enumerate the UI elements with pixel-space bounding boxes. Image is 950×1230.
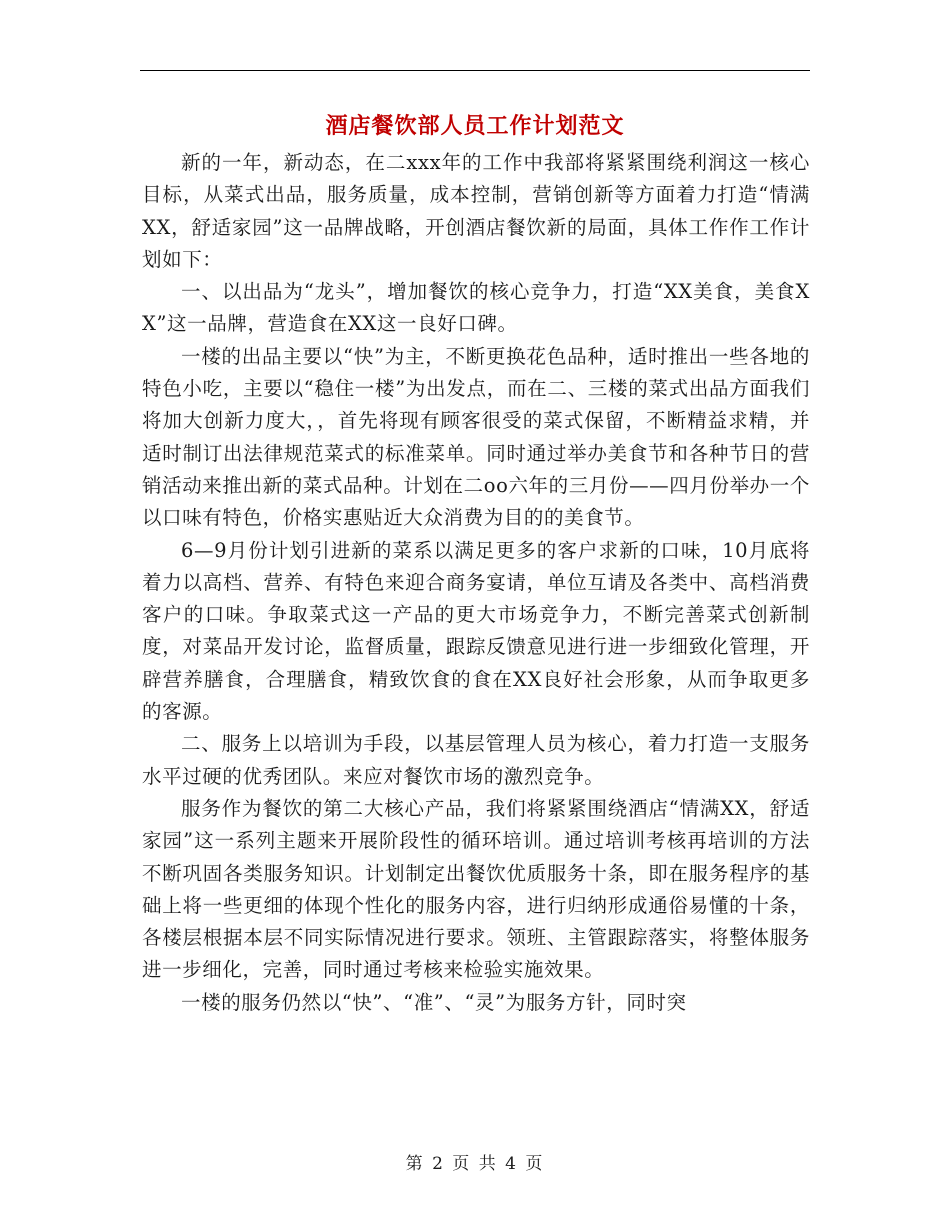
document-body	[142, 147, 810, 1019]
body-paragraph: 一楼的出品主要以“快”为主，不断更换花色品种，适时推出一些各地的特色小吃，主要以“稳住一楼”为出发点，而在二、三楼的菜式出品方面我们将加大创新力度大，，首先将现有顾客很受的菜式保留，不断精益求精，并适时制订出法律规范菜式的标准菜单。同时通过举办美食节和各种节日的营销活动来推出新的菜式品种。计划在二oo六年的三月份——四月份举办一个以口味有特色，价格实惠贴近大众消费为目的的美食节。	[142, 344, 810, 530]
section-two-heading: 二、服务上以培训为手段，以基层管理人员为核心，着力打造一支服务水平过硬的优秀团队。来应对餐饮市场的激烈竞争。	[142, 732, 810, 788]
header-rule	[140, 70, 810, 71]
section-one-heading: 一、以出品为“龙头”，增加餐饮的核心竞争力，打造“XX美食，美食XX”这一品牌，营造食在XX这一良好口碑。	[142, 280, 810, 336]
intro-paragraph: 新的一年，新动态，在二xxx年的工作中我部将紧紧围绕利润这一核心目标，从菜式出品，服务质量，成本控制，营销创新等方面着力打造“情满XX，舒适家园”这一品牌战略，开创酒店餐饮新的局面，具体工作作工作计划如下：	[142, 151, 810, 271]
body-paragraph: 6—9月份计划引进新的菜系以满足更多的客户求新的口味，10月底将着力以高档、营养、有特色来迎合商务宴请，单位互请及各类中、高档消费客户的口味。争取菜式这一产品的更大市场竞争力，不断完善菜式创新制度，对菜品开发讨论，监督质量，跟踪反馈意见进行进一步细致化管理，开辟营养膳食，合理膳食，精致饮食的食在XX良好社会形象，从而争取更多的客源。	[142, 538, 810, 724]
body-paragraph: 服务作为餐饮的第二大核心产品，我们将紧紧围绕酒店“情满XX，舒适家园”这一系列主题来开展阶段性的循环培训。通过培训考核再培训的方法不断巩固各类服务知识。计划制定出餐饮优质服务十条，即在服务程序的基础上将一些更细的体现个性化的服务内容，进行归纳形成通俗易懂的十条，各楼层根据本层不同实际情况进行要求。领班、主管跟踪落实，将整体服务进一步细化，完善，同时通过考核来检验实施效果。	[142, 796, 810, 982]
document-title: 酒店餐饮部人员工作计划范文	[325, 113, 625, 139]
body-paragraph: 一楼的服务仍然以“快”、“准”、“灵”为服务方针，同时突	[181, 990, 687, 1014]
page-number-footer: 第 2 页 共 4 页	[405, 1154, 545, 1174]
